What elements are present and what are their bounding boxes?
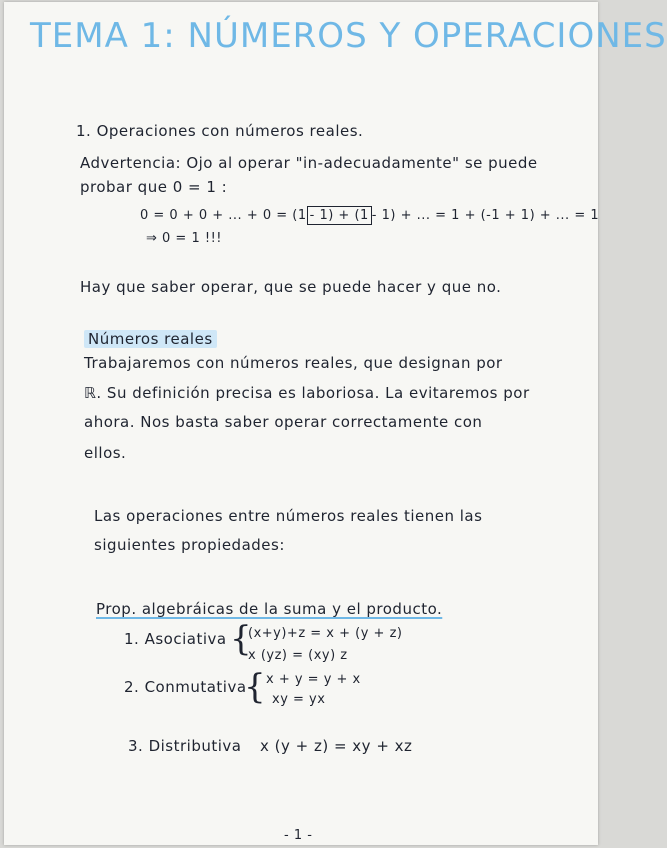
reales-line-1: Trabajaremos con números reales, que designan por	[84, 354, 503, 372]
conmutativa-eq-1: x + y = y + x	[266, 672, 361, 687]
equation-line-2: ⇒ 0 = 1 !!!	[146, 231, 222, 246]
reales-heading	[84, 330, 217, 348]
notebook-page	[4, 2, 667, 845]
section-heading: 1. Operaciones con números reales.	[76, 122, 364, 140]
props-line-2: siguientes propiedades:	[94, 536, 285, 554]
algebraicas-heading: Prop. algebráicas de la suma y el producto.	[96, 600, 443, 618]
warning-line-2: probar que 0 = 1 :	[80, 178, 228, 196]
distributiva-eq: x (y + z) = xy + xz	[260, 737, 413, 755]
reales-line-4: ellos.	[84, 444, 127, 462]
brace-icon: {	[244, 667, 266, 707]
conmutativa-eq-2: xy = yx	[272, 692, 326, 707]
equation-boxed-term: - 1) + (1	[307, 206, 372, 225]
equation-left: 0 = 0 + 0 + ... + 0 = (1	[140, 208, 307, 223]
brace-icon: {	[230, 619, 252, 659]
page-number: - 1 -	[284, 828, 313, 843]
asociativa-label: 1. Asociativa	[124, 630, 227, 648]
highlighted-heading: Números reales	[84, 330, 217, 348]
distributiva-label: 3. Distributiva	[128, 737, 242, 755]
warning-line-1: Advertencia: Ojo al operar "in-adecuadamente" se puede	[80, 154, 538, 172]
equation-line-1	[140, 208, 599, 223]
closing-remark: Hay que saber operar, que se puede hacer y que no.	[80, 278, 502, 296]
conmutativa-label: 2. Conmutativa	[124, 678, 247, 696]
equation-right: - 1) + ... = 1 + (-1 + 1) + ... = 1	[371, 208, 600, 223]
page-title: TEMA 1: NÚMEROS Y OPERACIONES	[30, 16, 667, 56]
reales-line-3: ahora. Nos basta saber operar correctamente con	[84, 413, 483, 431]
asociativa-eq-2: x (yz) = (xy) z	[248, 648, 348, 663]
props-line-1: Las operaciones entre números reales tienen las	[94, 507, 483, 525]
asociativa-eq-1: (x+y)+z = x + (y + z)	[248, 626, 403, 641]
reales-line-2: ℝ. Su definición precisa es laboriosa. La evitaremos por	[84, 384, 530, 402]
